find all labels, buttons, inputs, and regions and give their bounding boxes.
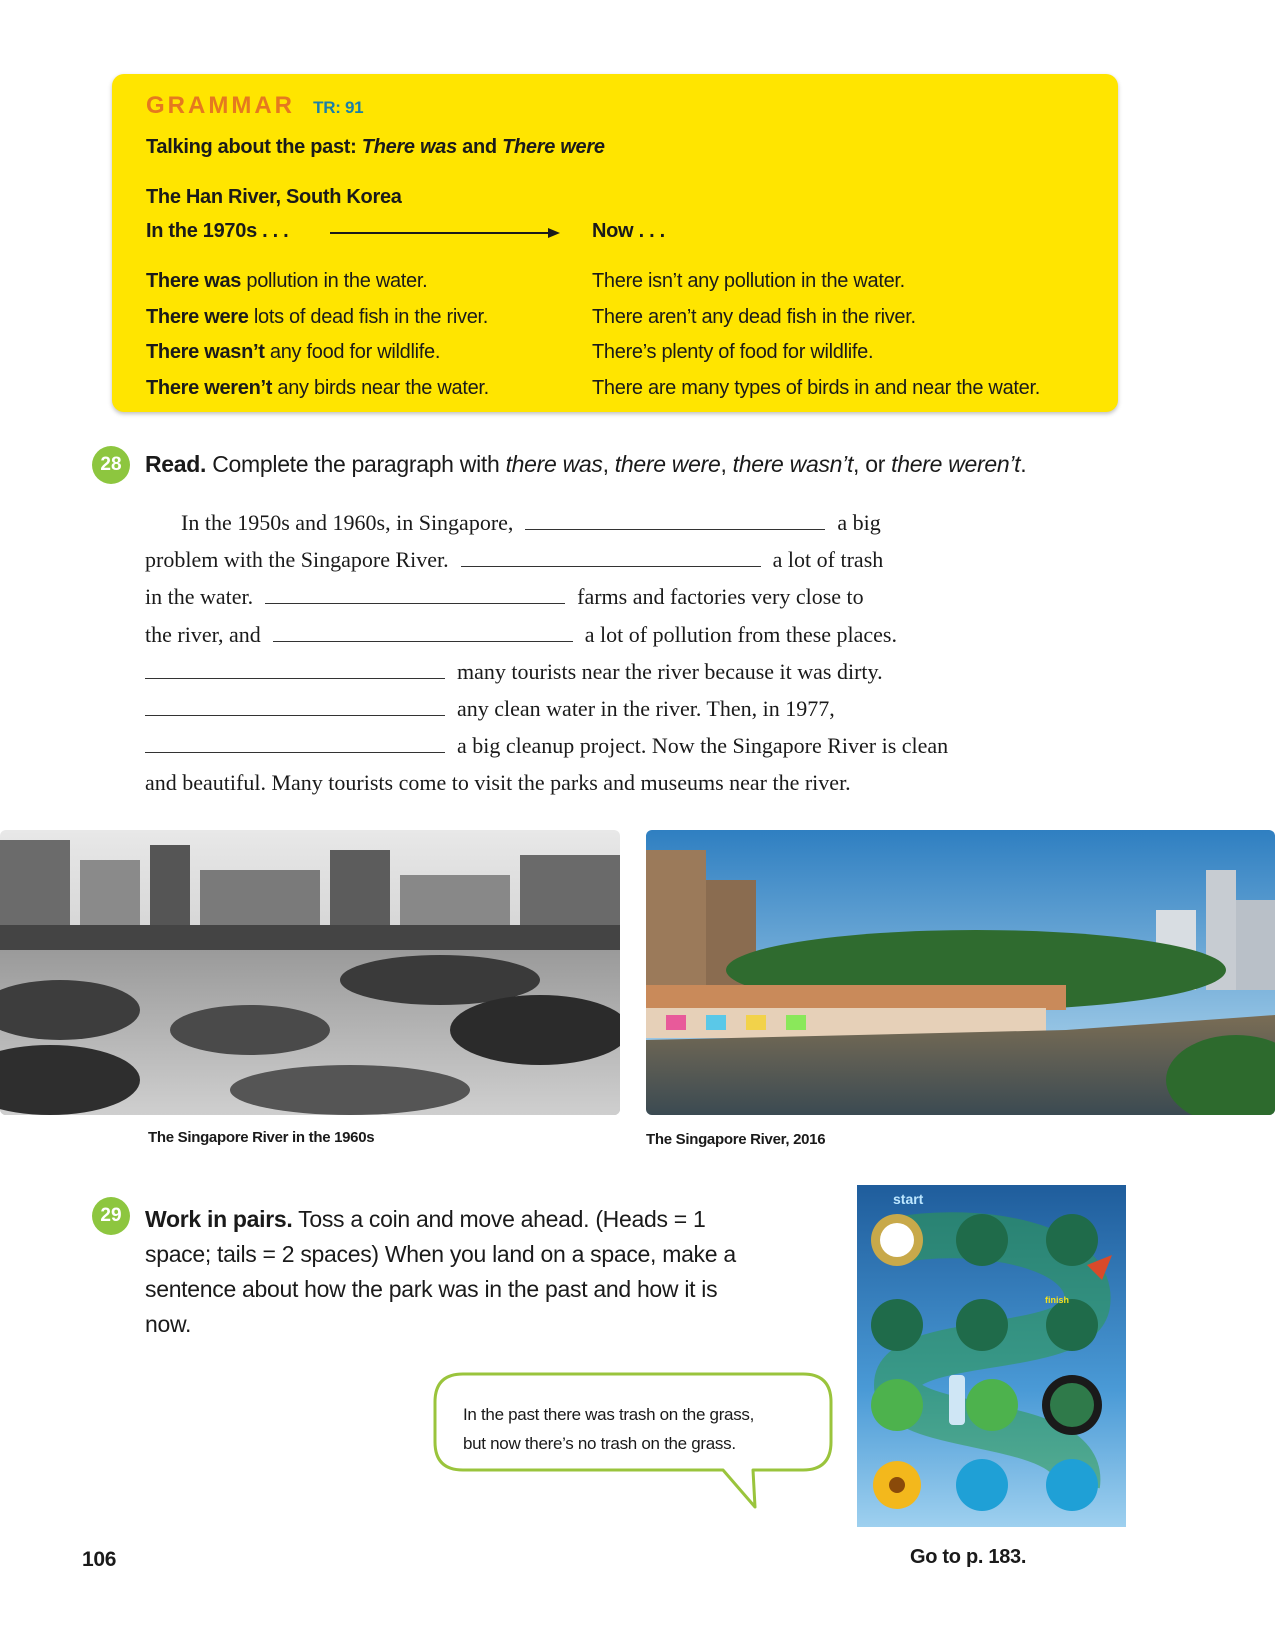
past-examples	[146, 264, 489, 406]
subtitle-term-1: There was	[361, 136, 457, 158]
bubble-line: In the past there was trash on the grass,	[463, 1405, 755, 1424]
goto-reference[interactable]: Go to p. 183.	[910, 1546, 1027, 1568]
track-number: TR: 91	[313, 98, 364, 117]
grammar-subtitle	[146, 136, 605, 159]
past-row: There was pollution in the water.	[146, 270, 428, 292]
cloze-paragraph	[145, 504, 1045, 802]
para-line: many tourists near the river because it was dirty.	[145, 653, 1045, 690]
para-line: and beautiful. Many tourists come to visit the parks and museums near the river.	[145, 770, 851, 796]
blank-6[interactable]	[145, 693, 445, 716]
past-row: There wasn’t any food for wildlife.	[146, 341, 441, 363]
speech-bubble-text	[463, 1400, 803, 1458]
now-heading: Now . . .	[592, 220, 665, 242]
grammar-box	[112, 74, 1118, 412]
now-row: There isn’t any pollution in the water.	[592, 270, 905, 292]
para-line: a big cleanup project. Now the Singapore River is clean	[145, 727, 1045, 764]
arrow-right-icon	[330, 223, 560, 243]
speech-bubble	[433, 1372, 833, 1522]
now-examples	[592, 264, 1040, 406]
past-heading: In the 1970s . . .	[146, 220, 289, 242]
right-photo-caption: The Singapore River, 2016	[646, 1131, 826, 1148]
exercise-29-instruction: Work in pairs. Toss a coin and move ahead. (Heads = 1 space; tails = 2 spaces) When you land on a space, make a sentence about how the park was in the past and how it is now.	[145, 1206, 736, 1337]
subtitle-prefix: Talking about the past:	[146, 136, 362, 158]
subtitle-and: and	[456, 136, 503, 158]
game-start-label: start	[893, 1191, 924, 1207]
photo-singapore-river-1960s	[0, 830, 620, 1115]
now-row: There aren’t any dead fish in the river.	[592, 305, 916, 328]
grammar-header	[146, 92, 363, 120]
exercise-28-badge: 28	[92, 446, 130, 484]
page-number: 106	[82, 1548, 117, 1571]
blank-5[interactable]	[145, 656, 445, 679]
grammar-place: The Han River, South Korea	[146, 186, 402, 208]
para-line: problem with the Singapore River. a lot of trash	[145, 541, 1045, 578]
blank-2[interactable]	[461, 544, 761, 567]
para-line: the river, and a lot of pollution from these places.	[145, 616, 1045, 653]
para-line: any clean water in the river. Then, in 1977,	[145, 690, 1045, 727]
left-photo-caption: The Singapore River in the 1960s	[148, 1129, 375, 1146]
board-game-thumbnail[interactable]	[857, 1185, 1126, 1527]
blank-1[interactable]	[525, 507, 825, 530]
game-finish-label: finish	[1045, 1295, 1069, 1305]
para-line: in the water. farms and factories very close to	[145, 578, 1045, 615]
blank-4[interactable]	[273, 619, 573, 642]
now-row: There are many types of birds in and near the water.	[592, 376, 1040, 399]
grammar-title: GRAMMAR	[146, 92, 295, 119]
exercise-29-badge: 29	[92, 1197, 130, 1235]
blank-3[interactable]	[265, 581, 565, 604]
now-row: There’s plenty of food for wildlife.	[592, 341, 874, 363]
subtitle-term-2: There were	[502, 136, 605, 158]
bubble-line: but now there’s no trash on the grass.	[463, 1434, 736, 1453]
para-line: In the 1950s and 1960s, in Singapore, a big	[145, 504, 1045, 541]
past-row: There weren’t any birds near the water.	[146, 376, 489, 399]
photo-singapore-river-2016	[646, 830, 1275, 1115]
past-row: There were lots of dead fish in the river.	[146, 305, 489, 328]
exercise-28-instruction: Read. Complete the paragraph with there was, there were, there wasn’t, or there weren’t.	[145, 451, 1027, 477]
blank-7[interactable]	[145, 730, 445, 753]
